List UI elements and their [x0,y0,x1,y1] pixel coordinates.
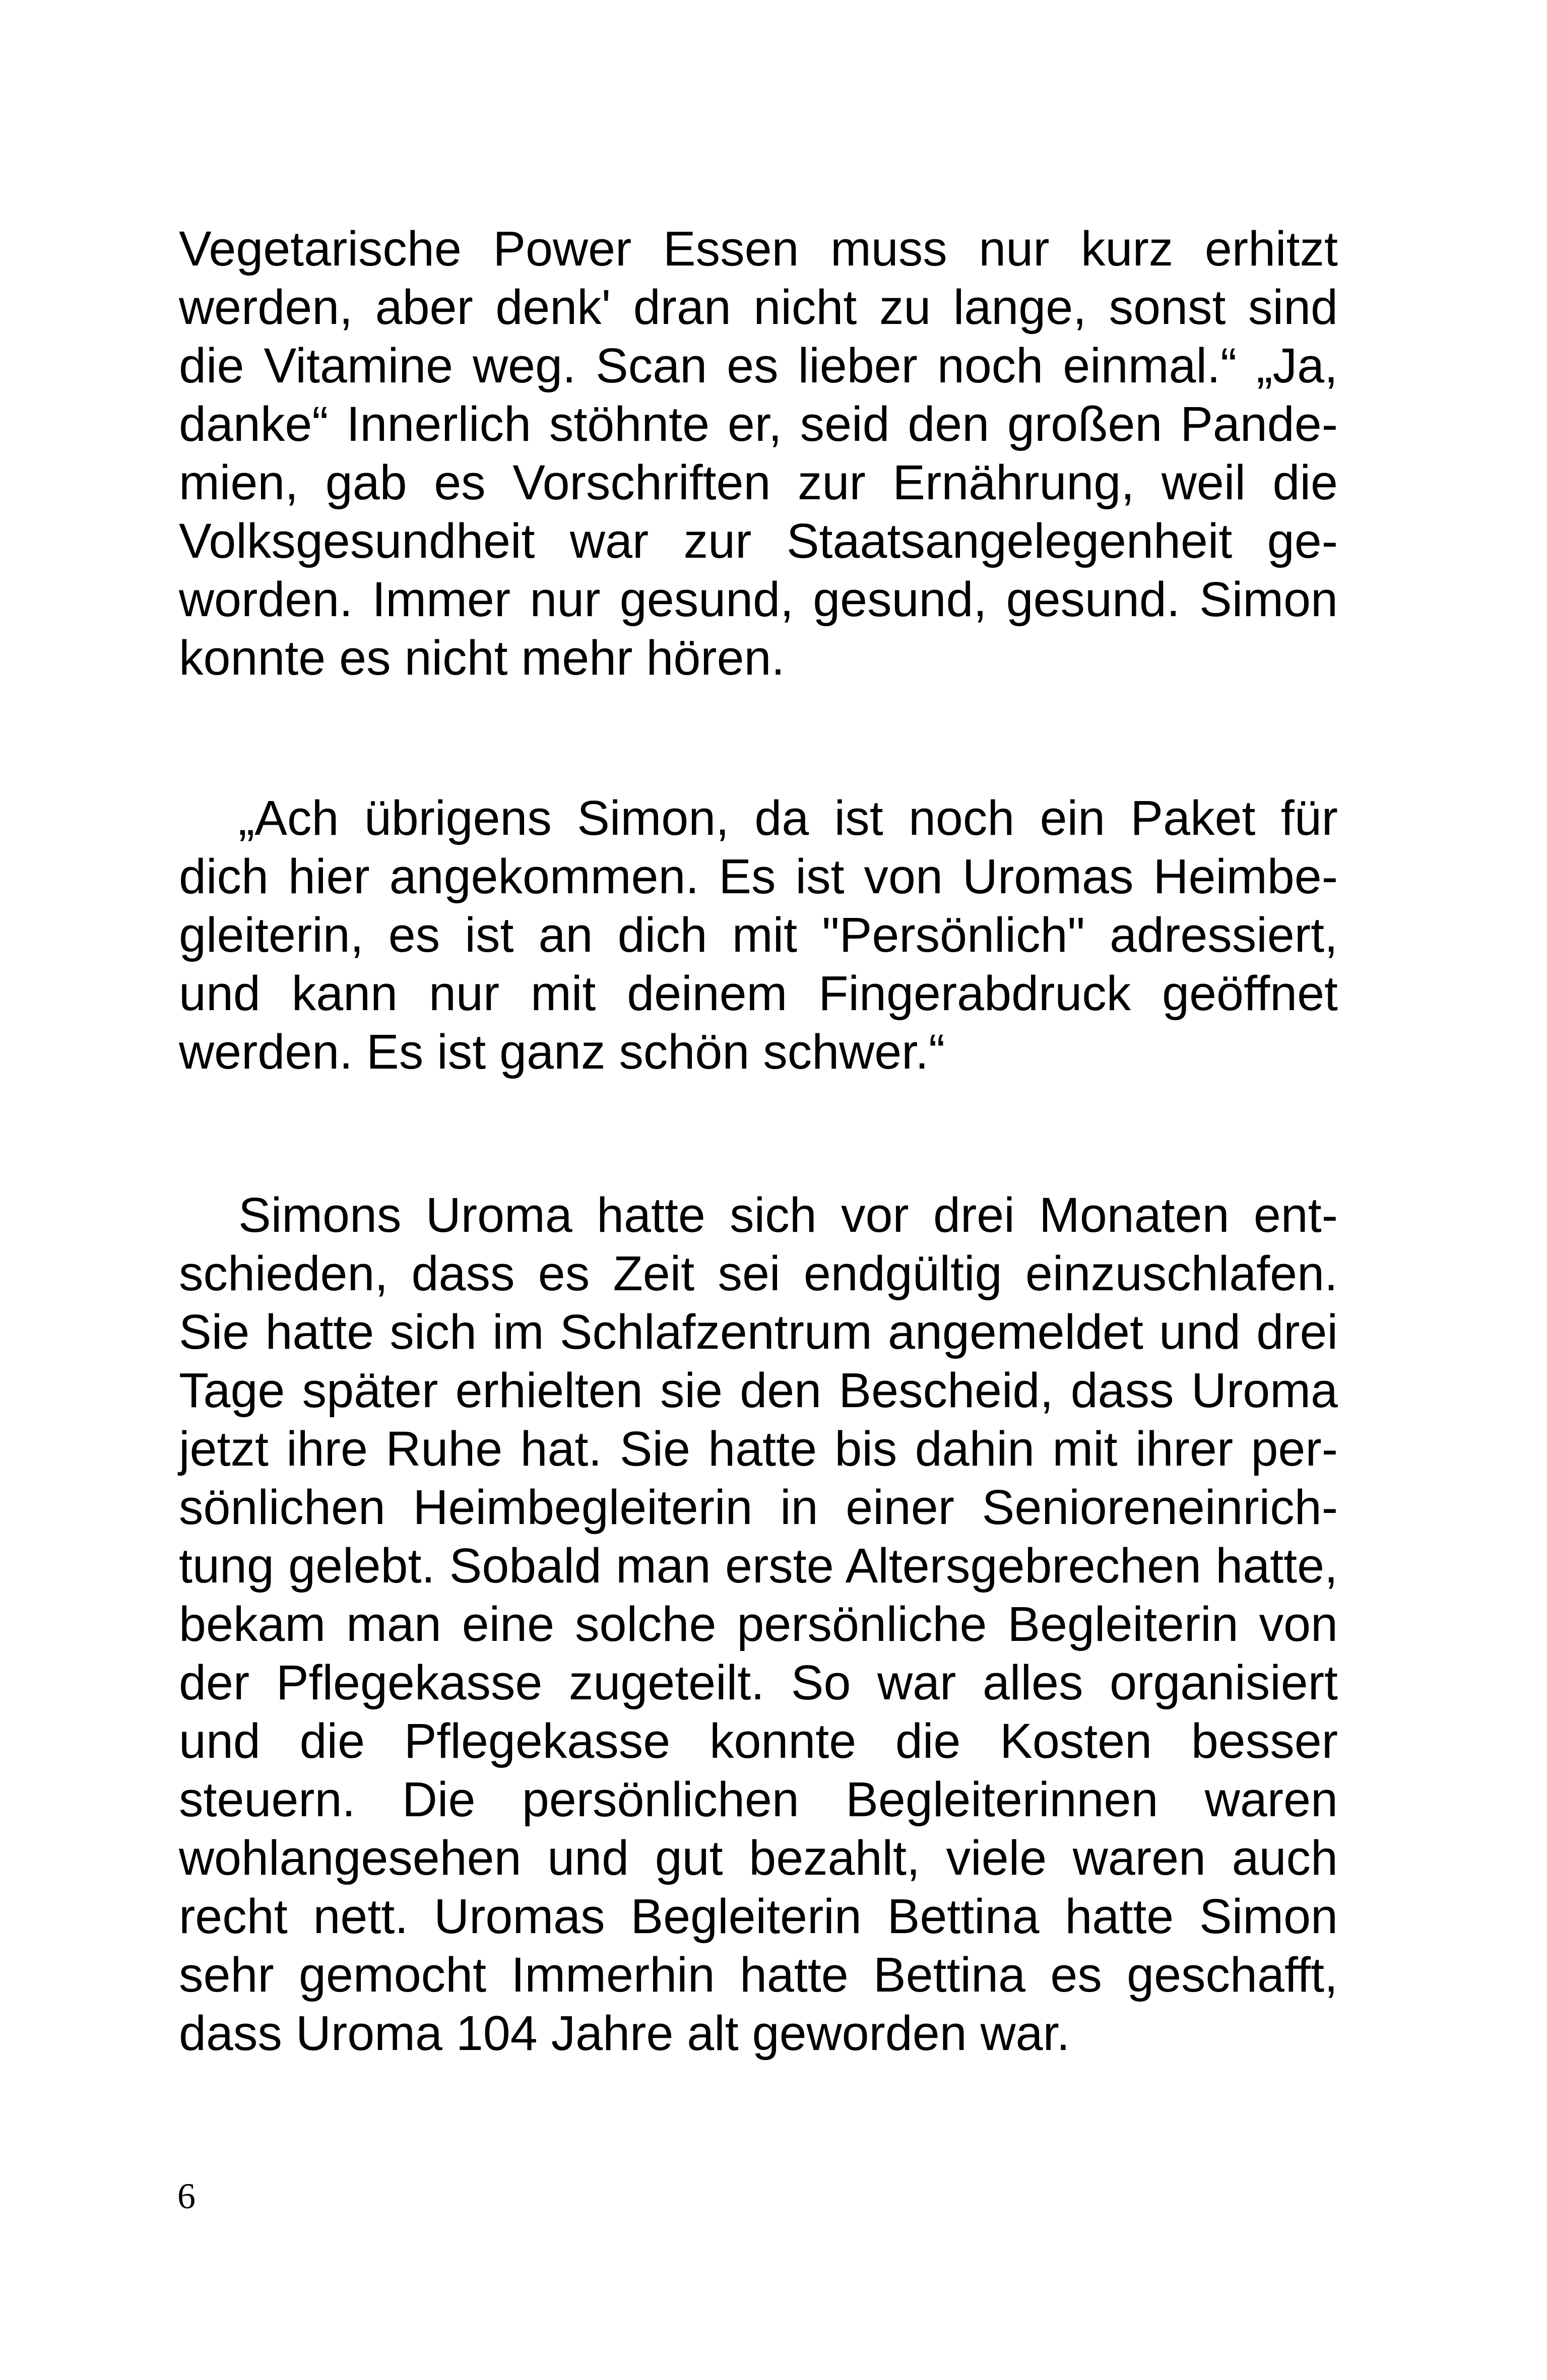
paragraph-1: Vegetarische Power Essen muss nur kurz erhitzt werden, aber denk' dran nicht zu lange, sonst sind die Vitamine weg. Scan es lieber noch einmal.“ „Ja, danke“ Innerlich stöhnte er, seid den großen Pandemien, gab es Vorschriften zur Ernährung, weil die Volksgesundheit war zur Staatsangelegenheit geworden. Immer nur gesund, gesund, gesund. Simon konnte es nicht mehr hören. [179,221,1338,685]
page-number: 6 [177,2176,196,2216]
paragraph-3: Simons Uroma hatte sich vor drei Monaten entschieden, dass es Zeit sei endgültig einzuschlafen. Sie hatte sich im Schlafzentrum angemeldet und drei Tage später erhielten sie den Bescheid, dass Uroma jetzt ihre Ruhe hat. Sie hatte bis dahin mit ihrer persönlichen Heimbegleiterin in einer Senioreneinrichtung gelebt. Sobald man erste Altersgebrechen hatte, bekam man eine solche persönliche Begleiterin von der Pflegekasse zugeteilt. So war alles organisiert und die Pflegekasse konnte die Kosten besser steuern. Die persönlichen Begleiterinnen waren wohlangesehen und gut bezahlt, viele waren auch recht nett. Uromas Begleiterin Bettina hatte Simon sehr gemocht Immerhin hatte Bettina es geschafft, dass Uroma 104 Jahre alt geworden war. [179,1187,1338,2061]
paragraph-2: „Ach übrigens Simon, da ist noch ein Paket für dich hier angekommen. Es ist von Uromas Heimbegleiterin, es ist an dich mit "Persönlich" adressiert, und kann nur mit deinem Fingerabdruck geöffnet werden. Es ist ganz schön schwer.“ [179,790,1338,1079]
